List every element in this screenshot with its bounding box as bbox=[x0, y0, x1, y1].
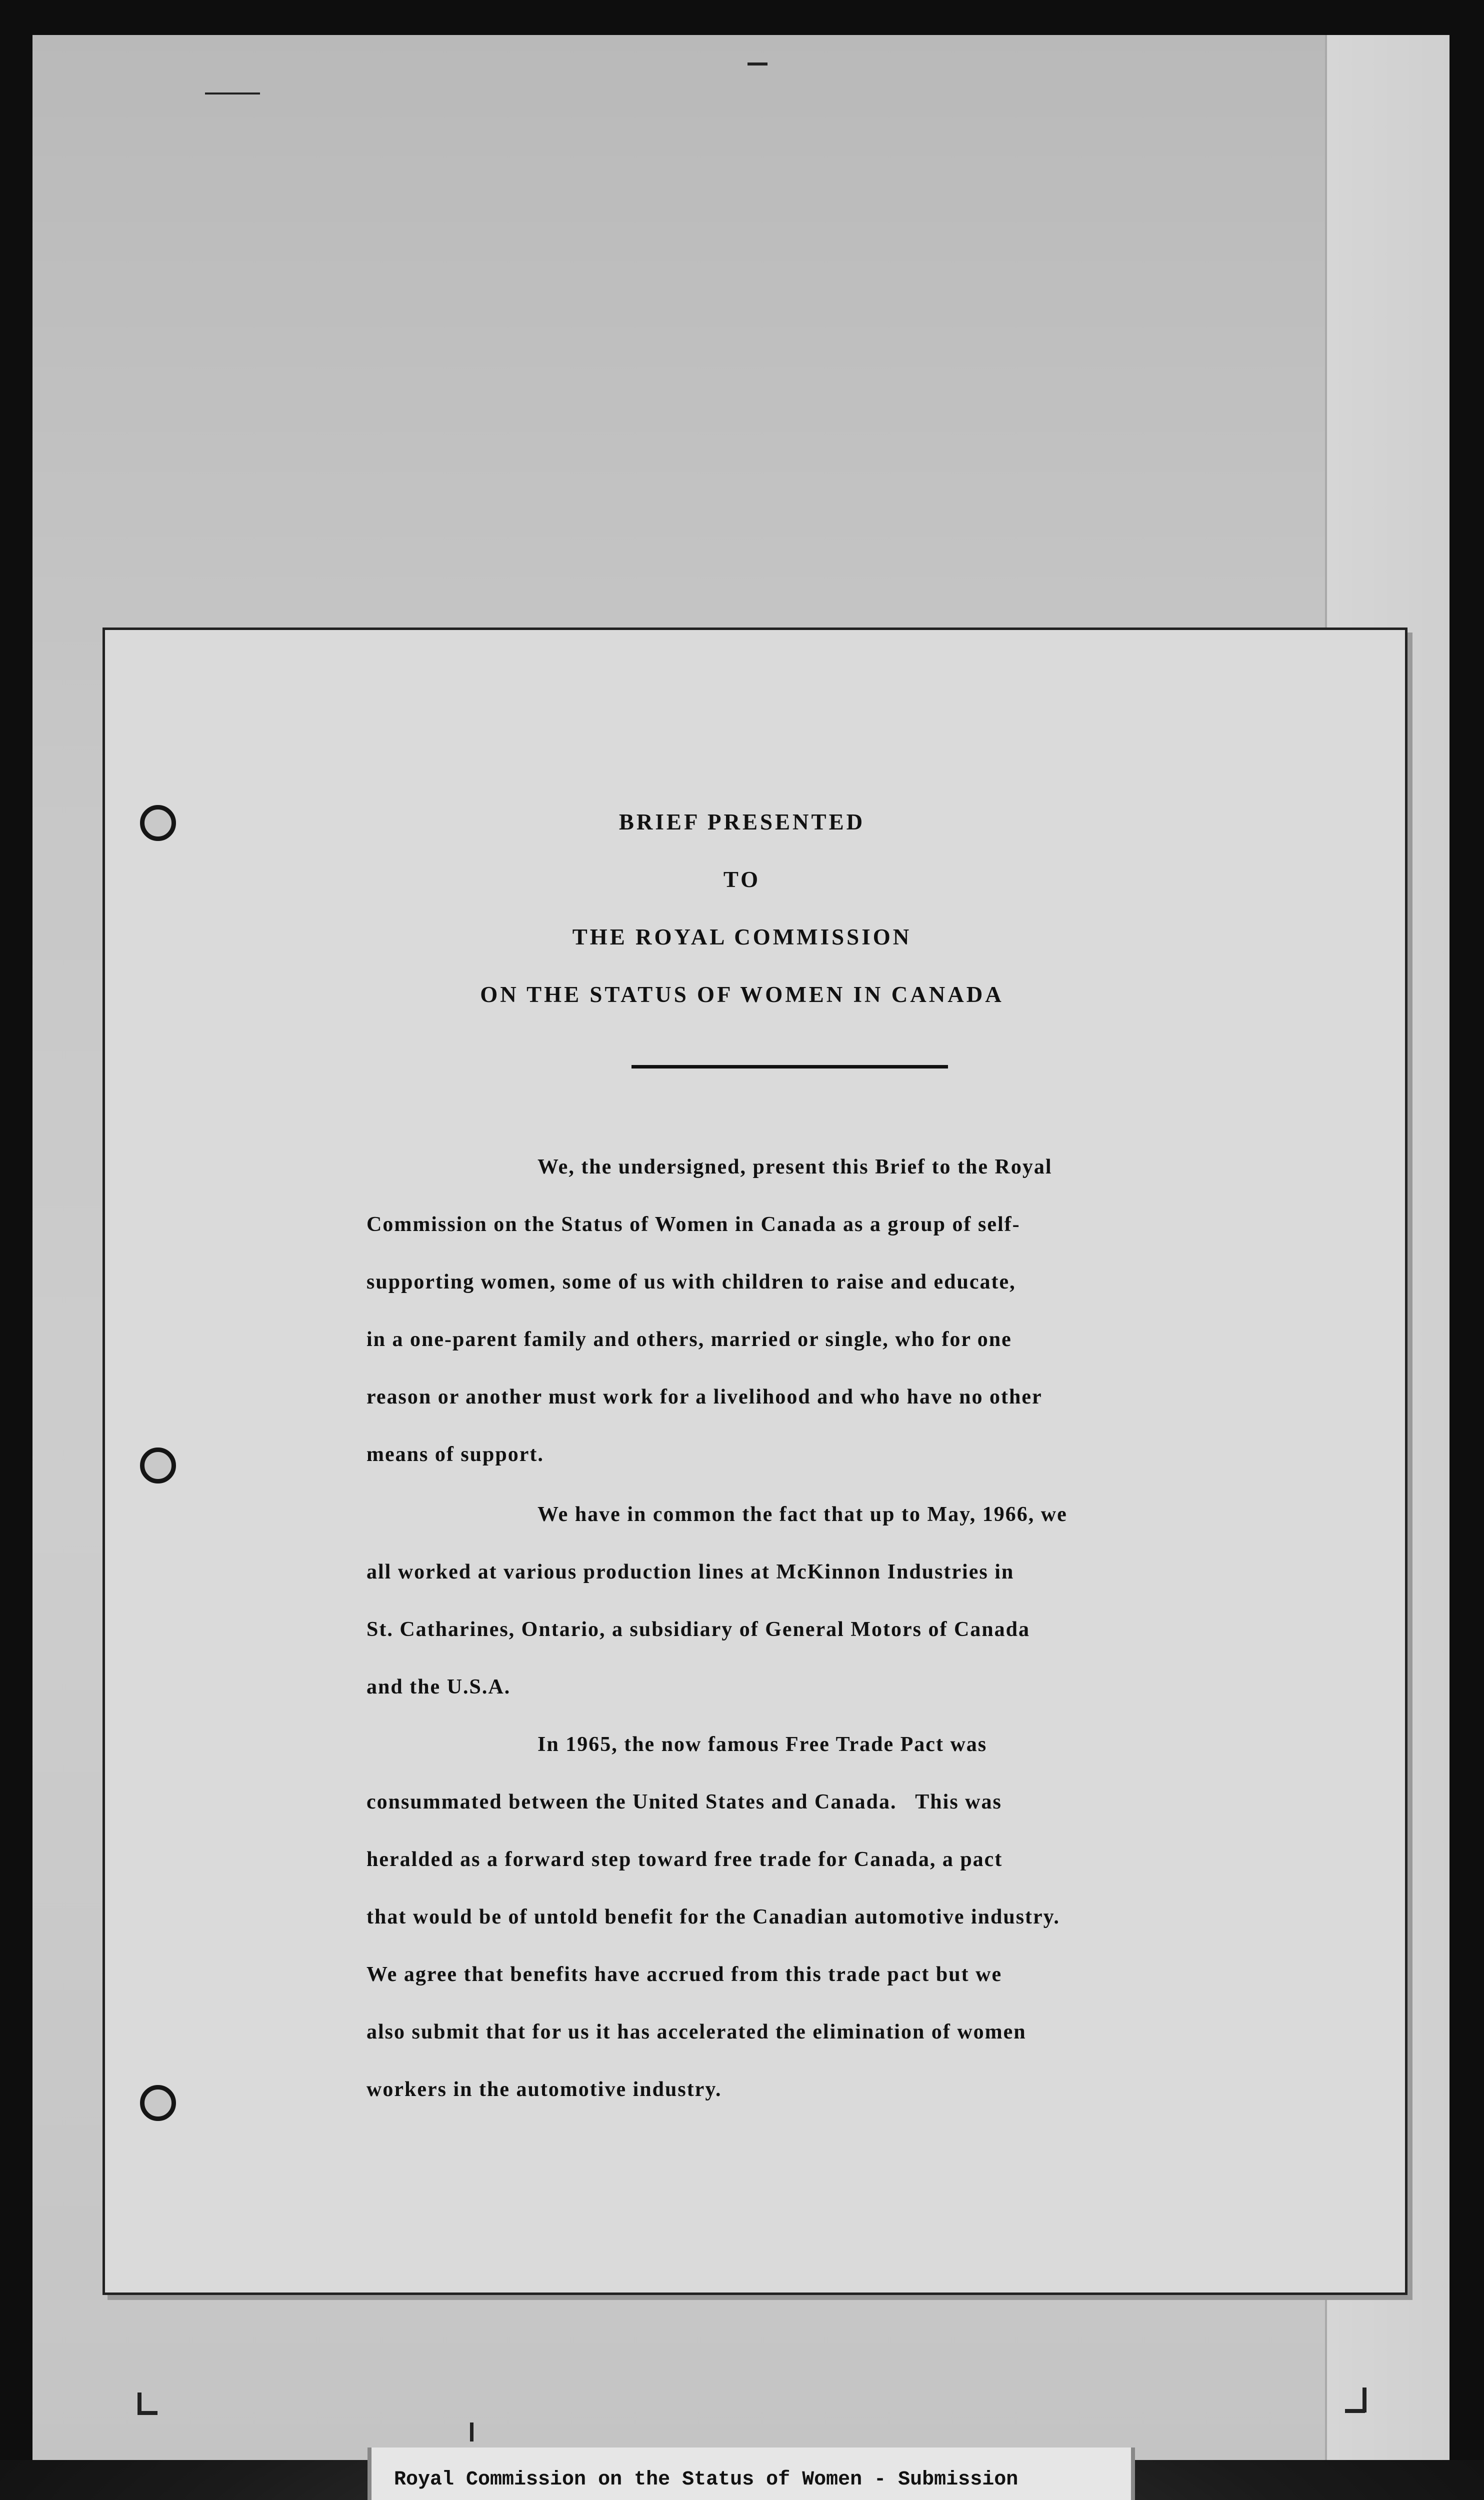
body-text-line: We, the undersigned, present this Brief to the Royal bbox=[538, 1156, 1052, 1178]
corner-mark-left-base bbox=[138, 2411, 158, 2415]
archive-label-title: Royal Commission on the Status of Women - Submission bbox=[394, 2468, 1018, 2491]
body-text-line: supporting women, some of us with children to raise and educate, bbox=[366, 1270, 1016, 1294]
tick-mark-center bbox=[470, 2422, 474, 2442]
body-text-line: St. Catharines, Ontario, a subsidiary of General Motors of Canada bbox=[366, 1618, 1030, 1641]
body-text-line: workers in the automotive industry. bbox=[366, 2078, 722, 2101]
body-text-line: means of support. bbox=[366, 1443, 544, 1466]
punch-hole-bottom bbox=[140, 2085, 176, 2121]
body-text-line: Commission on the Status of Women in Canada as a group of self- bbox=[366, 1213, 1020, 1236]
body-text-line: also submit that for us it has accelerated the elimination of women bbox=[366, 2020, 1026, 2044]
corner-mark-right-base bbox=[1345, 2409, 1365, 2413]
title-divider-rule bbox=[632, 1065, 948, 1068]
body-text-line: reason or another must work for a livelihood and who have no other bbox=[366, 1386, 1042, 1408]
document-title-line-1: BRIEF PRESENTED bbox=[618, 810, 866, 834]
body-text-line: We agree that benefits have accrued from this trade pact but we bbox=[366, 1963, 1002, 1986]
punch-hole-middle bbox=[140, 1448, 176, 1484]
body-text-line: We have in common the fact that up to May, 1966, we bbox=[538, 1503, 1068, 1526]
document-title-line-4: ON THE STATUS OF WOMEN IN CANADA bbox=[480, 982, 1004, 1007]
scan-mark-top bbox=[748, 62, 768, 66]
body-text-line: In 1965, the now famous Free Trade Pact was bbox=[538, 1733, 988, 1756]
body-text-line: consummated between the United States and Canada. This was bbox=[366, 1790, 1002, 1814]
scan-mark-left bbox=[205, 92, 260, 94]
document-title-line-3: THE ROYAL COMMISSION bbox=[572, 924, 912, 950]
document-title-line-2: TO bbox=[723, 867, 761, 892]
body-text-line: and the U.S.A. bbox=[366, 1676, 511, 1698]
body-text-line: all worked at various production lines at McKinnon Industries in bbox=[366, 1560, 1014, 1584]
body-text-line: heralded as a forward step toward free trade for Canada, a pact bbox=[366, 1848, 1003, 1871]
body-text-line: that would be of untold benefit for the Canadian automotive industry. bbox=[366, 1906, 1060, 1928]
archive-reference-label bbox=[368, 2448, 1135, 2500]
body-text-line: in a one-parent family and others, married or single, who for one bbox=[366, 1328, 1012, 1351]
